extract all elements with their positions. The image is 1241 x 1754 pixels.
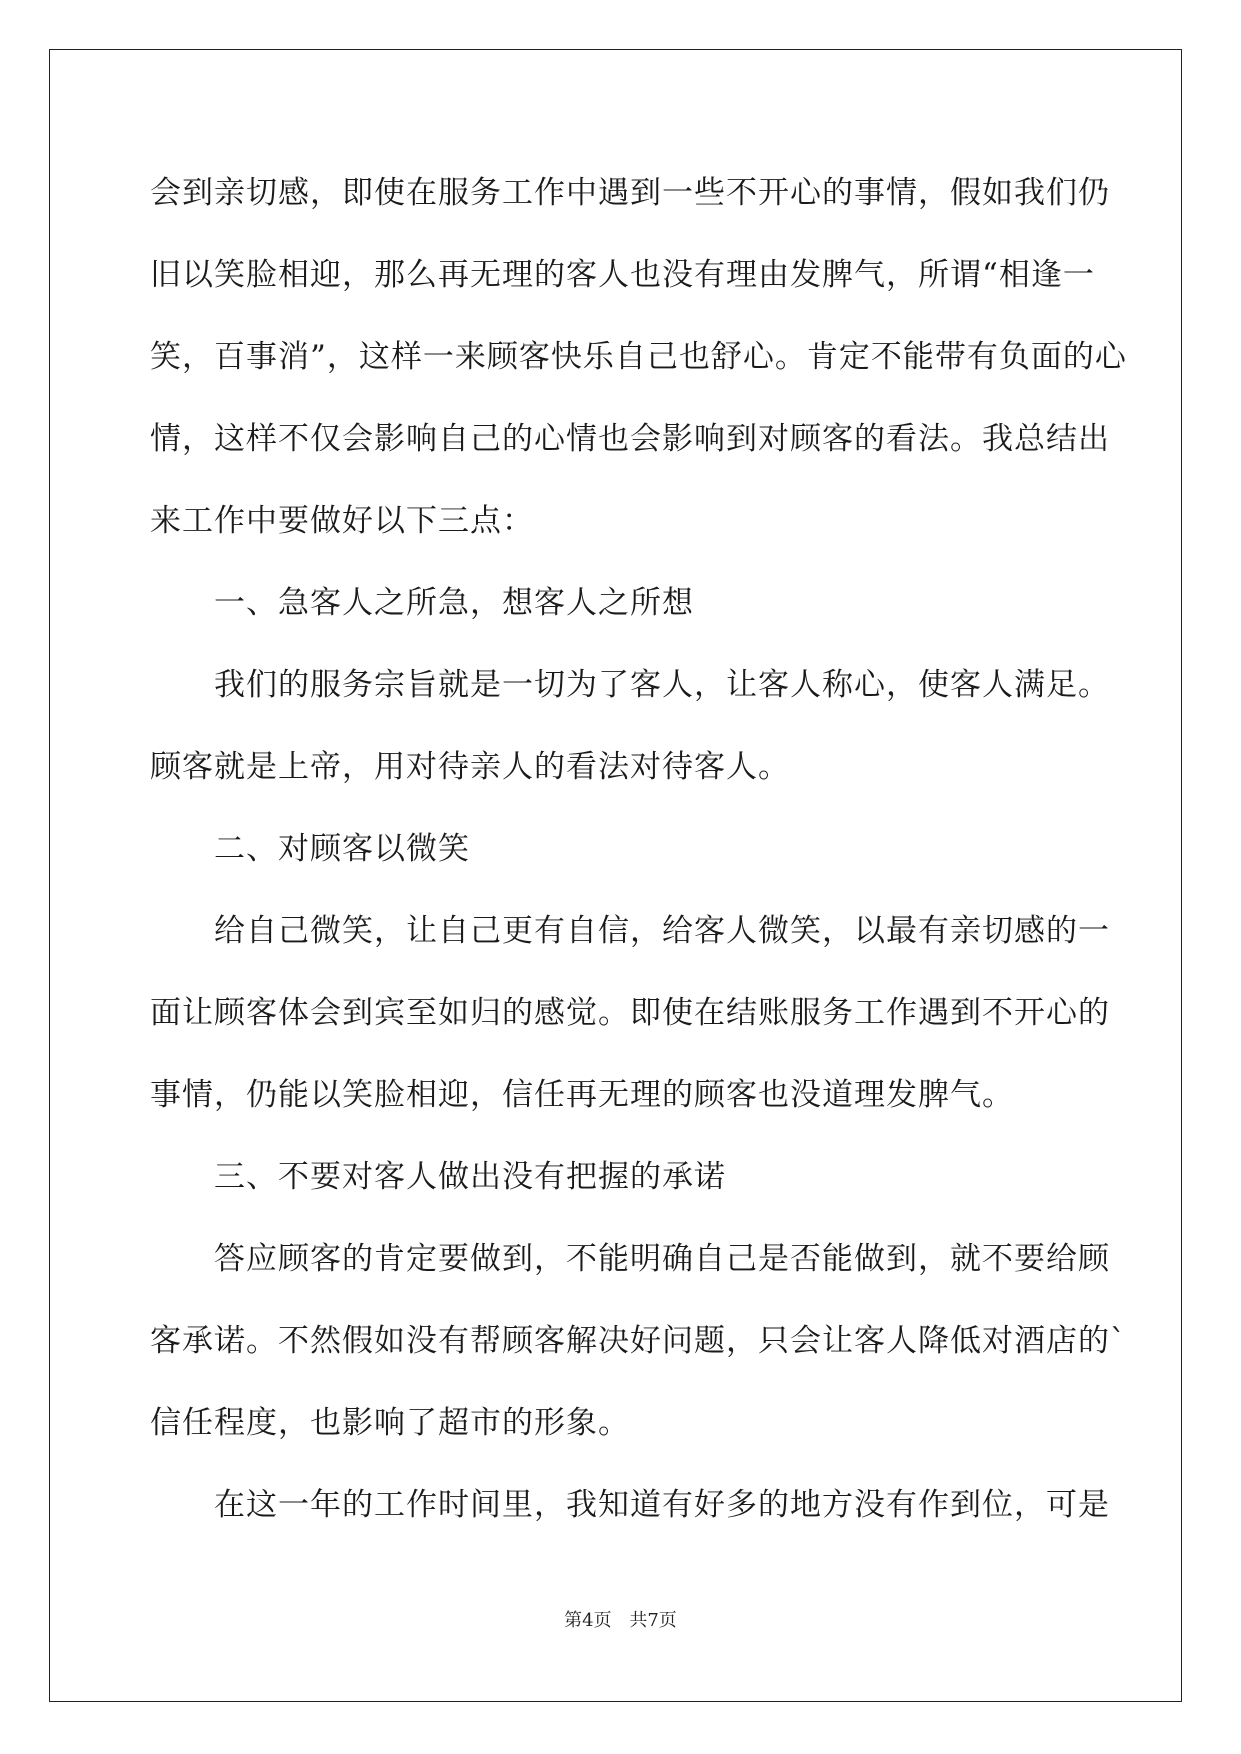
- text-line: 情，这样不仅会影响自己的心情也会影响到对顾客的看法。我总结出: [150, 421, 1110, 457]
- text-line: 会到亲切感，即使在服务工作中遇到一些不开心的事情，假如我们仍: [150, 175, 1110, 211]
- text-line: 来工作中要做好以下三点：: [150, 503, 534, 539]
- document-body: [150, 152, 1127, 1546]
- page-number: 第4页: [564, 1610, 612, 1631]
- text-line: 顾客就是上帝，用对待亲人的看法对待客人。: [150, 749, 790, 785]
- text-line: 信任程度，也影响了超市的形象。: [150, 1405, 630, 1441]
- section-heading: 二、对顾客以微笑: [150, 831, 470, 867]
- text-line: 答应顾客的肯定要做到，不能明确自己是否能做到，就不要给顾: [150, 1241, 1110, 1277]
- text-line: 旧以笑脸相迎，那么再无理的客人也没有理由发脾气，所谓“相逢一: [150, 257, 1095, 293]
- text-line: 我们的服务宗旨就是一切为了客人，让客人称心，使客人满足。: [150, 667, 1110, 703]
- text-line: 笑，百事消”，这样一来顾客快乐自己也舒心。肯定不能带有负面的心: [150, 339, 1127, 375]
- section-heading: 三、不要对客人做出没有把握的承诺: [150, 1159, 726, 1195]
- text-line: 在这一年的工作时间里，我知道有好多的地方没有作到位，可是: [150, 1487, 1110, 1523]
- text-line: 事情，仍能以笑脸相迎，信任再无理的顾客也没道理发脾气。: [150, 1077, 1014, 1113]
- text-line: 面让顾客体会到宾至如归的感觉。即使在结账服务工作遇到不开心的: [150, 995, 1110, 1031]
- text-line: 客承诺。不然假如没有帮顾客解决好问题，只会让客人降低对酒店的`: [150, 1323, 1127, 1359]
- page-total: 共7页: [629, 1610, 677, 1631]
- text-line: 给自己微笑，让自己更有自信，给客人微笑，以最有亲切感的一: [150, 913, 1110, 949]
- page-footer: [0, 1606, 1241, 1632]
- section-heading: 一、急客人之所急，想客人之所想: [150, 585, 694, 621]
